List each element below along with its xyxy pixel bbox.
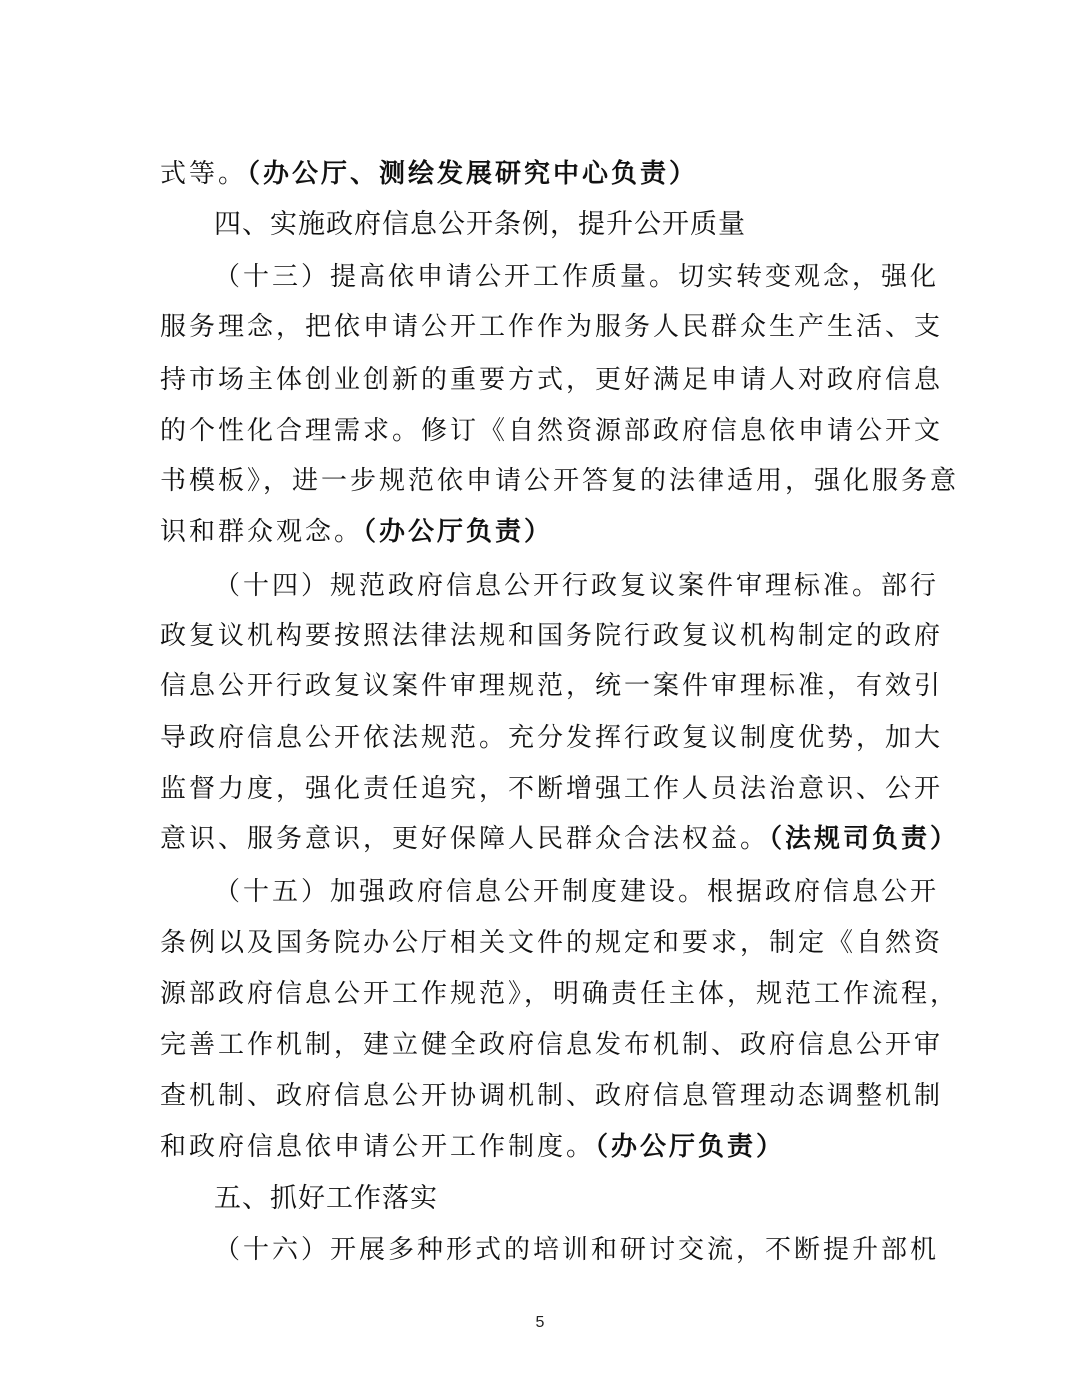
text-line: 书模板》，进一步规范依申请公开答复的法律适用，强化服务意 (160, 466, 960, 496)
responsibility-note: （法规司负责） (769, 824, 960, 854)
text-run: 和政府信息依申请公开工作制度。 (160, 1132, 596, 1162)
text-line: 政复议机构要按照法律法规和国务院行政复议机构制定的政府 (160, 621, 944, 651)
text-line: 的个性化合理需求。修订《自然资源部政府信息依申请公开文 (160, 416, 944, 446)
text-run: 意识、服务意识，更好保障人民群众合法权益。 (160, 824, 770, 854)
text-line (160, 819, 960, 859)
text-line (160, 512, 920, 552)
section-heading-5: 五、抓好工作落实 (214, 1183, 438, 1214)
text-line: 信息公开行政复议案件审理规范，统一案件审理标准，有效引 (160, 671, 944, 701)
text-line: 持市场主体创业创新的重要方式，更好满足申请人对政府信息 (160, 365, 944, 395)
text-run: 式等。 (160, 159, 248, 189)
text-run: 识和群众观念。 (160, 517, 364, 547)
text-line (160, 1127, 920, 1167)
text-line: 导政府信息公开依法规范。充分发挥行政复议制度优势，加大 (160, 723, 944, 753)
text-line: （十三）提高依申请公开工作质量。切实转变观念，强化 (214, 262, 940, 292)
text-line (160, 154, 920, 194)
text-line: 源部政府信息公开工作规范》，明确责任主体，规范工作流程， (160, 979, 960, 1009)
responsibility-note: （办公厅负责） (363, 517, 554, 547)
page-number: 5 (535, 1314, 545, 1331)
text-line: （十四）规范政府信息公开行政复议案件审理标准。部行 (214, 571, 940, 601)
text-line: 服务理念，把依申请公开工作作为服务人民群众生产生活、支 (160, 312, 944, 342)
text-line: 查机制、政府信息公开协调机制、政府信息管理动态调整机制 (160, 1081, 944, 1111)
text-line: 条例以及国务院办公厅相关文件的规定和要求，制定《自然资 (160, 928, 944, 958)
responsibility-note: （办公厅、测绘发展研究中心负责） (247, 159, 699, 189)
text-line: （十六）开展多种形式的培训和研讨交流，不断提升部机 (214, 1235, 940, 1265)
text-line: 监督力度，强化责任追究，不断增强工作人员法治意识、公开 (160, 774, 944, 804)
section-heading-4: 四、实施政府信息公开条例，提升公开质量 (214, 209, 746, 240)
responsibility-note: （办公厅负责） (595, 1132, 786, 1162)
text-line: （十五）加强政府信息公开制度建设。根据政府信息公开 (214, 877, 940, 907)
text-line: 完善工作机制，建立健全政府信息发布机制、政府信息公开审 (160, 1030, 944, 1060)
